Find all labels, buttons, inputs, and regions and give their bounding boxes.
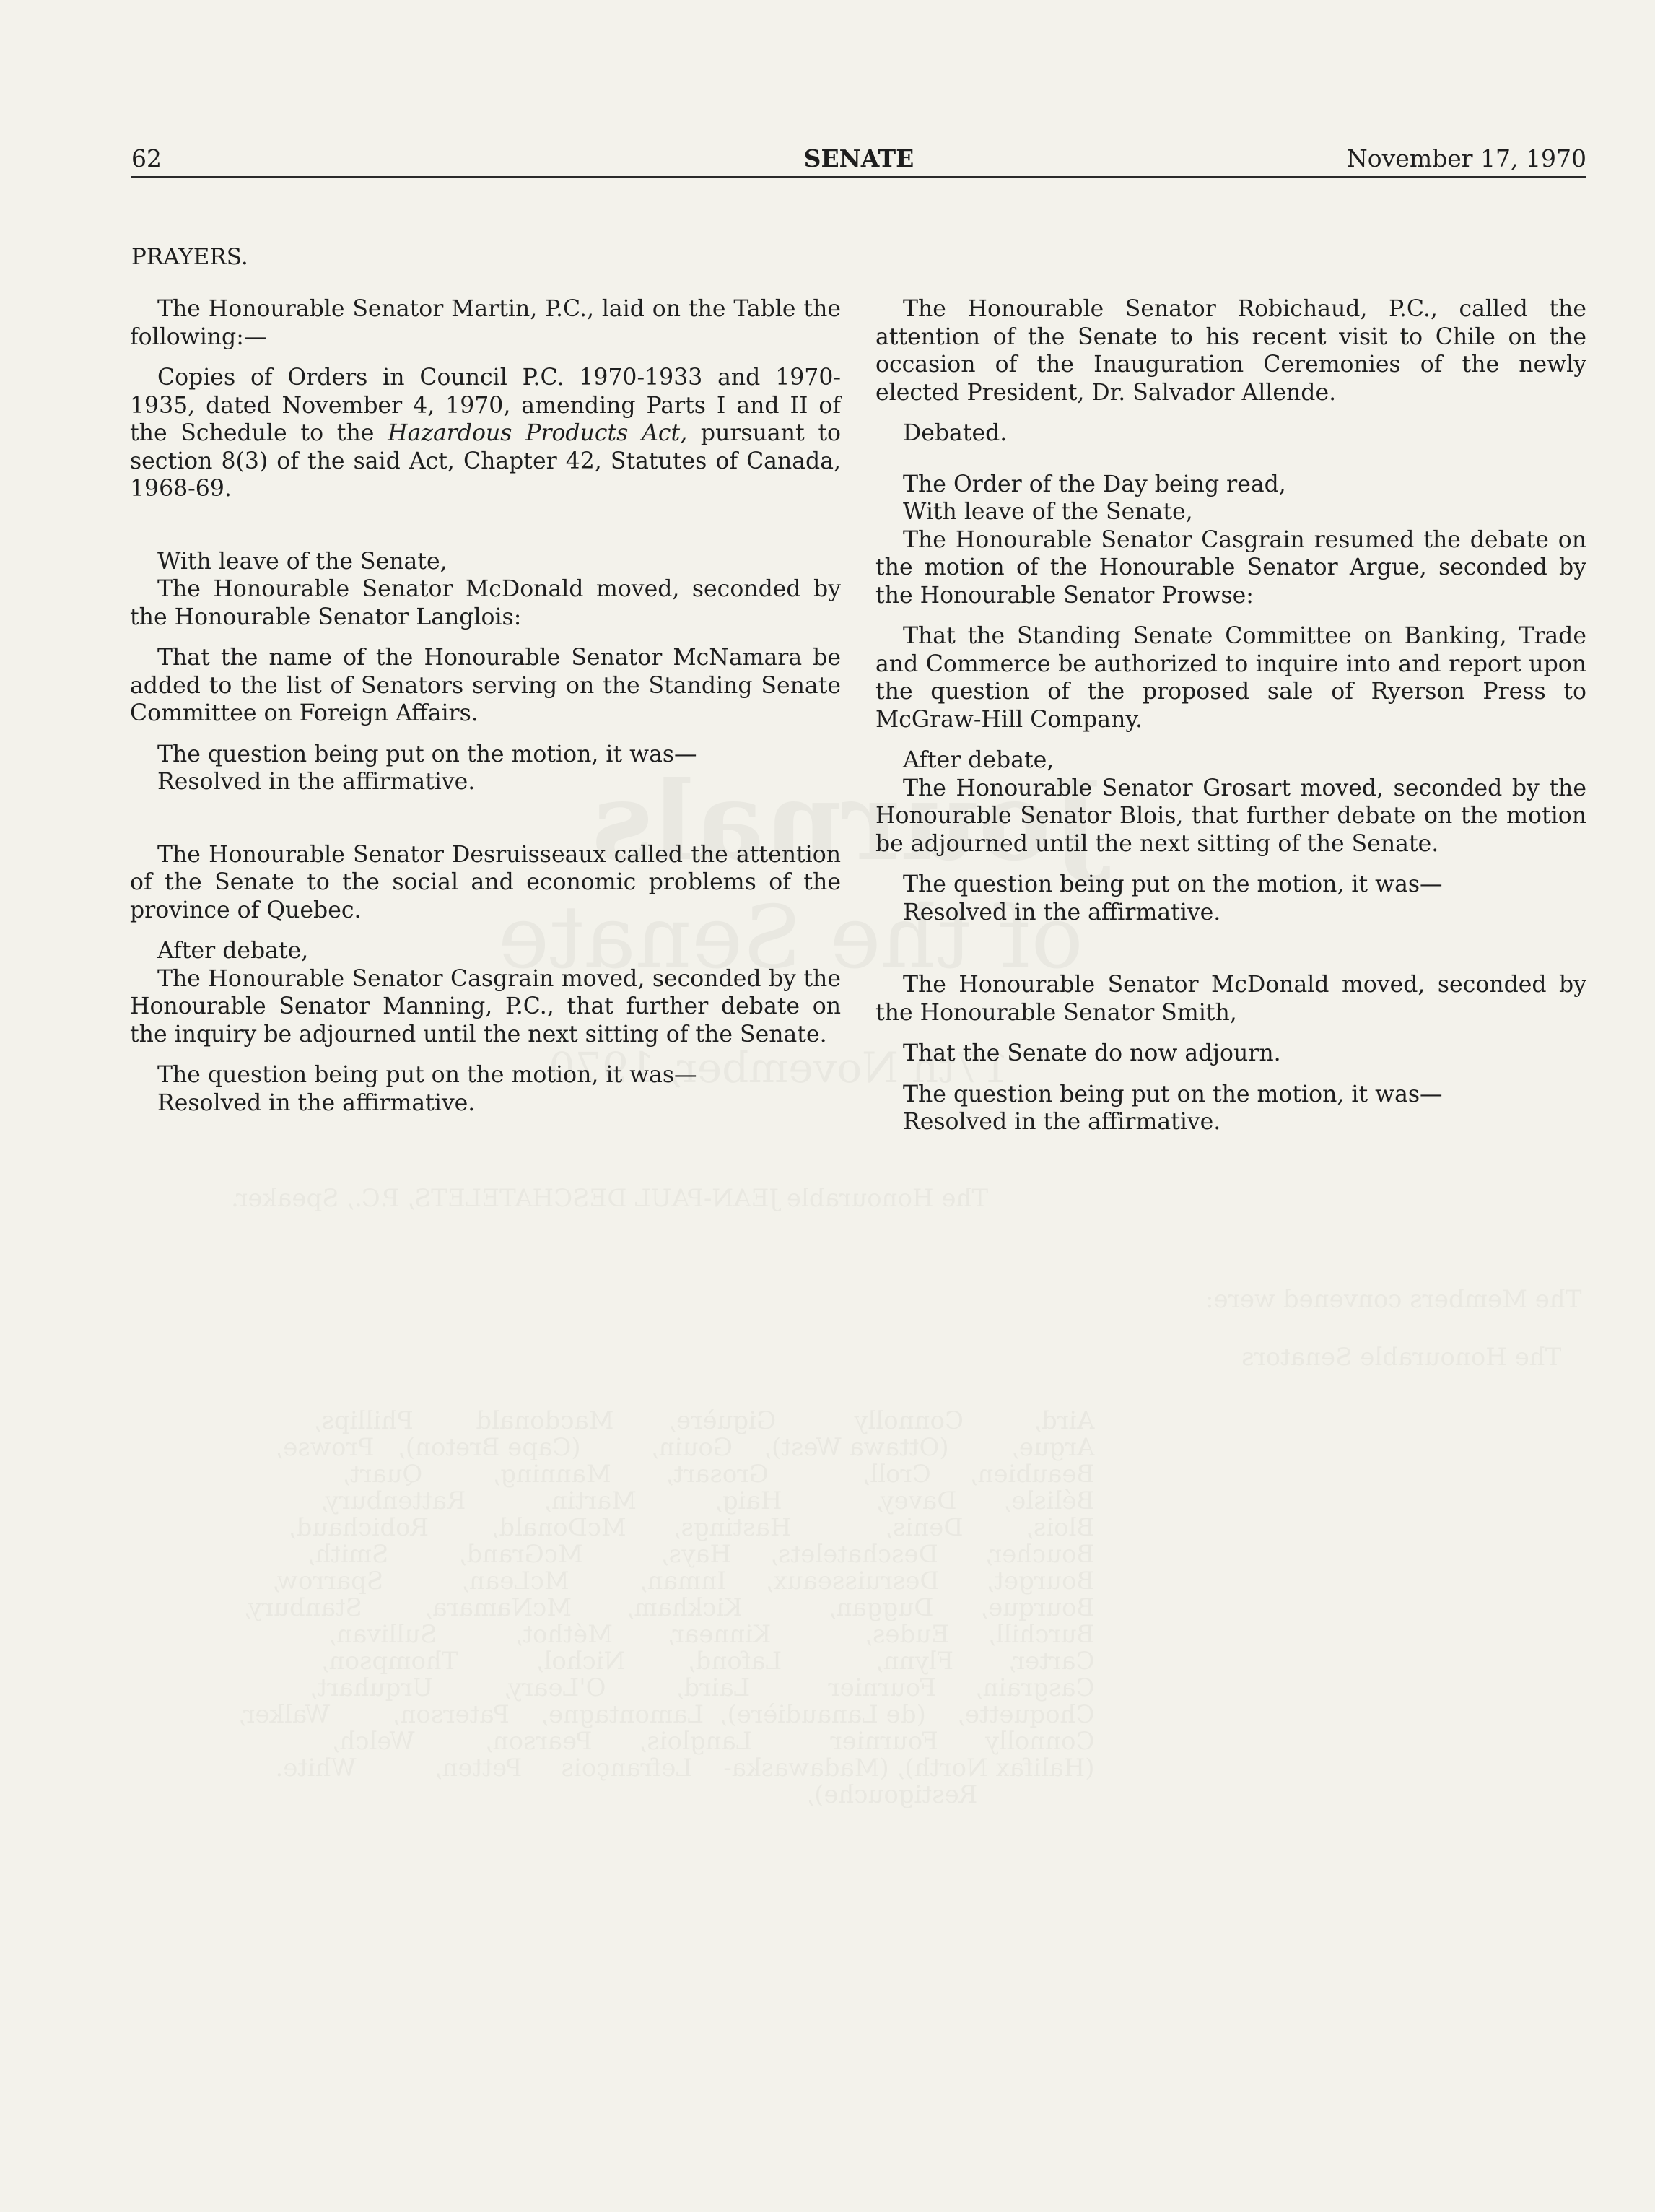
paragraph-text: pursuant to section 8(3) of the said Act, Chapter 42, Statutes of Canada, 1968-69. [130,420,841,502]
paragraph: The Honourable Senator Casgrain moved, seconded by the Honourable Senator Manning, P.C., that further debate on the inquiry be adjourned until the next sitting of the Senate. [130,965,841,1048]
paragraph: The question being put on the motion, it was— [903,871,1443,897]
paragraph: The Honourable Senator McDonald moved, seconded by the Honourable Senator Smith, [875,972,1586,1026]
paragraph: Resolved in the affirmative. [157,1089,476,1116]
act-title: Hazardous Products Act, [388,420,688,446]
paragraph-text: Copies of Orders in Council P.C. 1970-1933 and 1970-1935, dated November 4, 1970, amending Parts I and II of the Schedule to the [130,365,841,446]
paragraph [130,364,841,503]
paragraph: The Honourable Senator Robichaud, P.C., called the attention of the Senate to his recent visit to Chile on the occasion of the Inauguration Ceremonies of the newly elected President, Dr. Salvador Allende. [875,296,1586,406]
paragraph: That the Senate do now adjourn. [903,1040,1281,1066]
right-column [875,295,1586,1136]
header-date: November 17, 1970 [1346,144,1586,173]
paragraph: The Honourable Senator Desruisseaux called the attention of the Senate to the social and economic problems of the province of Quebec. [130,841,841,923]
paragraph: The Order of the Day being read, [903,471,1286,497]
bleed-through-name-list [238,1408,1094,1808]
paragraph: That the name of the Honourable Senator McNamara be added to the list of Senators serving on the Standing Senate Committee on Foreign Affairs. [130,645,841,726]
paragraph: Resolved in the affirmative. [903,1109,1221,1135]
paragraph: The question being put on the motion, it was— [157,1062,697,1088]
paragraph: The Honourable Senator Grosart moved, seconded by the Honourable Senator Blois, that further debate on the motion be adjourned until the next sitting of the Senate. [875,775,1586,857]
header-rule [131,176,1586,178]
bleed-through-convened-line [1205,1285,1581,1314]
prayers-heading: PRAYERS. [131,244,248,270]
paragraph: The question being put on the motion, it was— [903,1081,1443,1107]
paragraph: The Honourable Senator Casgrain resumed the debate on the motion of the Honourable Senator Argue, seconded by the Honourable Senator Prowse: [875,526,1586,609]
paragraph: Resolved in the affirmative. [903,899,1221,926]
paragraph: Resolved in the affirmative. [157,769,476,795]
paragraph: The Honourable Senator Martin, P.C., laid on the Table the following:— [130,296,841,350]
running-title: SENATE [803,144,914,173]
paragraph: Debated. [903,420,1008,446]
paragraph: That the Standing Senate Committee on Banking, Trade and Commerce be authorized to inquire into and report upon the question of the proposed sale of Ryerson Press to McGraw-Hill Company. [875,623,1586,733]
paragraph: The question being put on the motion, it was— [157,741,697,767]
paragraph: After debate, [157,938,309,964]
paragraph: The Honourable Senator McDonald moved, seconded by the Honourable Senator Langlois: [130,576,841,630]
page-header [131,143,1586,175]
left-column [130,295,841,1117]
paragraph: With leave of the Senate, [903,499,1193,525]
paragraph: After debate, [903,747,1054,773]
page-number: 62 [131,144,162,173]
bleed-through-speaker-line [231,1184,988,1213]
paragraph: With leave of the Senate, [157,548,447,575]
bleed-through-senators-line [1241,1343,1561,1372]
